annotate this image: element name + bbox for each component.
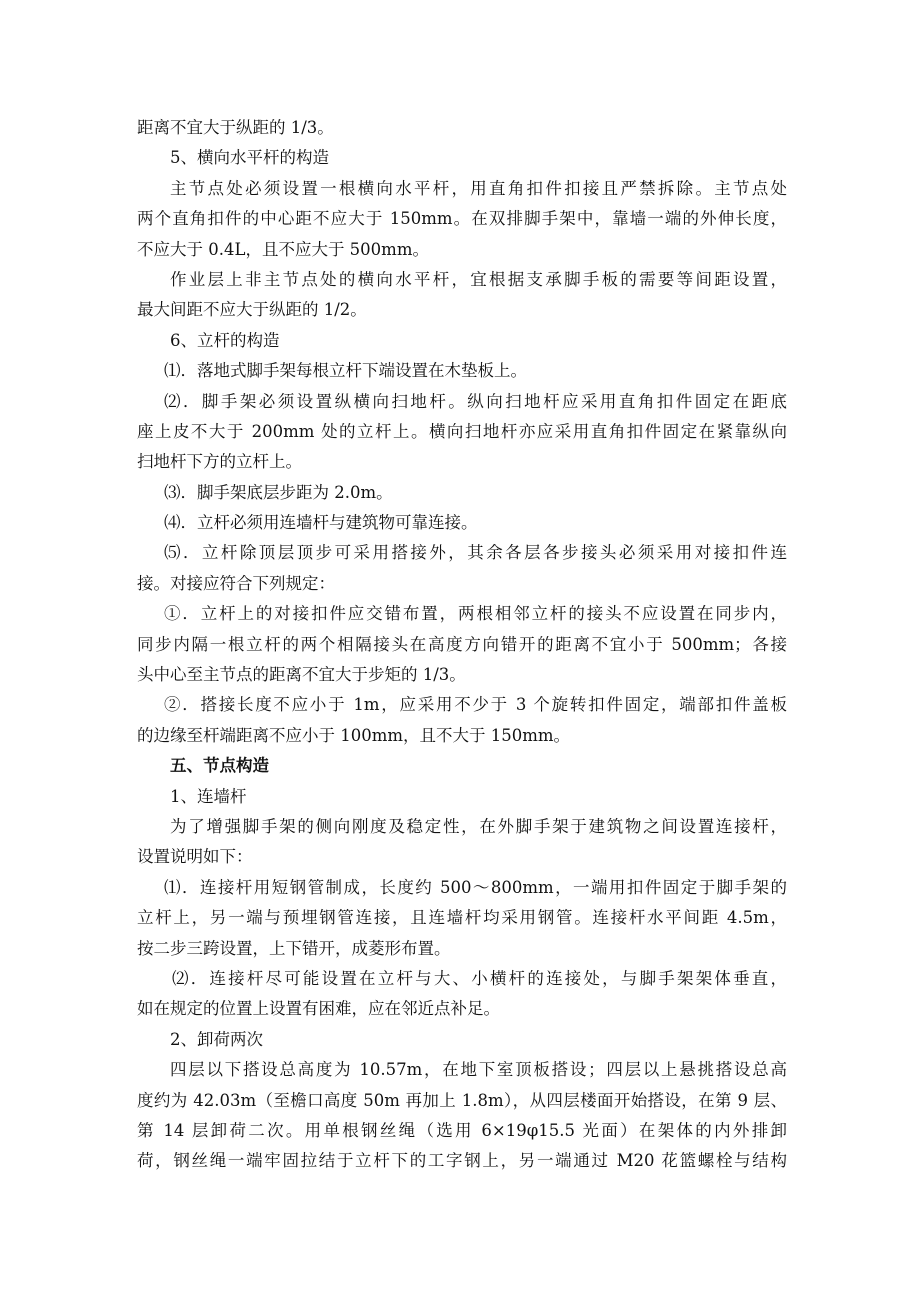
text-line: 设置说明如下： [137, 847, 253, 867]
text-line: 扫地杆下方的立杆上。 [137, 452, 302, 472]
section-heading-5: 5、横向水平杆的构造 [170, 148, 329, 168]
text-line: 距离不宜大于纵距的 1/3。 [137, 118, 334, 137]
text-line: 不应大于 0.4L，且不应大于 500mm。 [137, 239, 429, 259]
list-item: ⑶．脚手架底层步距为 2.0m。 [164, 482, 393, 502]
list-item: ⑷．立杆必须用连墙杆与建筑物可靠连接。 [164, 513, 478, 533]
document-body [137, 113, 787, 1177]
text-line: 同步内隔一根立杆的两个相隔接头在高度方向错开的距离不宜小于 500mm；各接 [137, 634, 787, 654]
text-line: 两个直角扣件的中心距不应大于 150mm。在双排脚手架中，靠墙一端的外伸长度， [137, 209, 787, 229]
list-item: ⑵．连接杆尽可能设置在立杆与大、小横杆的连接处，与脚手架架体垂直， [172, 968, 787, 988]
section-heading-1: 1、连墙杆 [170, 786, 247, 806]
text-line: 度约为 42.03m（至檐口高度 50m 再加上 1.8m），从四层楼面开始搭设，在第 9 层、 [137, 1090, 787, 1110]
text-line: 头中心至主节点的距离不宜大于步矩的 1/3。 [137, 665, 466, 685]
text-line: 四层以下搭设总高度为 10.57m，在地下室顶板搭设；四层以上悬挑搭设总高 [170, 1060, 787, 1080]
text-line: 接。对接应符合下列规定： [137, 573, 335, 593]
list-item: ⑵．脚手架必须设置纵横向扫地杆。纵向扫地杆应采用直角扣件固定在距底 [164, 391, 787, 411]
text-line: 按二步三跨设置，上下错开，成菱形布置。 [137, 938, 451, 958]
section-heading-2: 2、卸荷两次 [170, 1029, 263, 1049]
text-line: 为了增强脚手架的侧向刚度及稳定性，在外脚手架于建筑物之间设置连接杆， [170, 816, 787, 836]
chapter-heading: 五、节点构造 [170, 756, 269, 776]
text-line: 主节点处必须设置一根横向水平杆，用直角扣件扣接且严禁拆除。主节点处 [170, 178, 787, 198]
text-line: 如在规定的位置上设置有困难，应在邻近点补足。 [137, 999, 500, 1019]
text-line: 荷，钢丝绳一端牢固拉结于立杆下的工字钢上，另一端通过 M20 花篮螺栓与结构 [137, 1151, 787, 1171]
list-item: ②．搭接长度不应小于 1m，应采用不少于 3 个旋转扣件固定，端部扣件盖板 [164, 695, 787, 715]
list-item: ⑴．连接杆用短钢管制成，长度约 500～800mm，一端用扣件固定于脚手架的 [164, 877, 787, 897]
text-line: 第 14 层卸荷二次。用单根钢丝绳（选用 6×19φ15.5 光面）在架体的内外排卸 [137, 1120, 787, 1140]
list-item: ⑴．落地式脚手架每根立杆下端设置在木垫板上。 [164, 361, 527, 381]
text-line: 立杆上，另一端与预埋钢管连接，且连墙杆均采用钢管。连接杆水平间距 4.5m， [137, 908, 787, 928]
section-heading-6: 6、立杆的构造 [170, 330, 280, 350]
text-line: 的边缘至杆端距离不应小于 100mm，且不大于 150mm。 [137, 725, 571, 745]
text-line: 座上皮不大于 200mm 处的立杆上。横向扫地杆亦应采用直角扣件固定在紧靠纵向 [137, 421, 787, 441]
text-line: 最大间距不应大于纵距的 1/2。 [137, 300, 367, 320]
list-item: ①．立杆上的对接扣件应交错布置，两根相邻立杆的接头不应设置在同步内， [164, 604, 787, 624]
list-item: ⑸．立杆除顶层顶步可采用搭接外，其余各层各步接头必须采用对接扣件连 [164, 543, 787, 563]
text-line: 作业层上非主节点处的横向水平杆，宜根据支承脚手板的需要等间距设置， [170, 269, 787, 289]
